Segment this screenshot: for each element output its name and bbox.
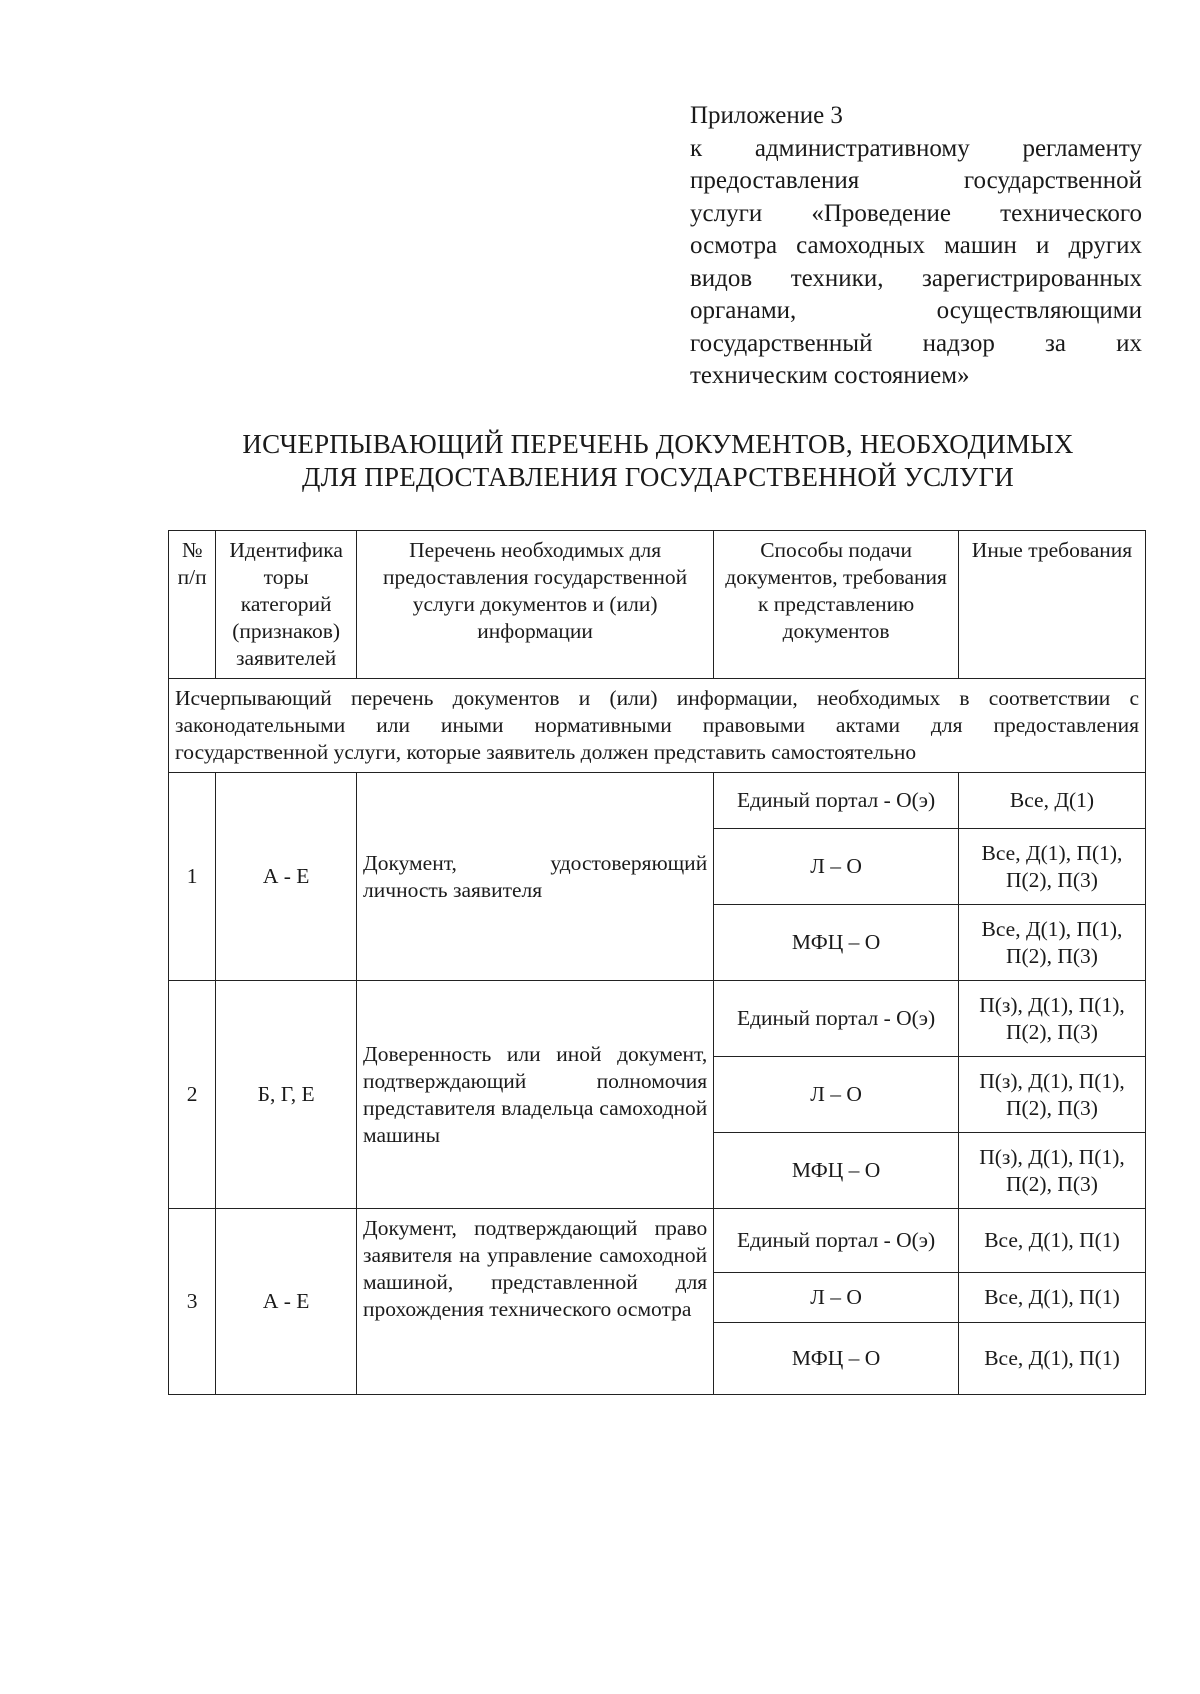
table-row — [169, 981, 1146, 1057]
annex-line: видов техники, зарегистрированных — [690, 264, 1142, 292]
row-way: Единый портал - О(э) — [714, 981, 959, 1057]
annex-line: предоставления государственной — [690, 167, 1142, 194]
row-way: Л – О — [714, 829, 959, 905]
row-document: Документ, удостоверяющий личность заявителя — [357, 773, 714, 981]
row-other: Все, Д(1) — [958, 773, 1145, 829]
row-other: Все, Д(1), П(1) — [958, 1323, 1145, 1395]
table-row — [169, 773, 1146, 829]
header-identifiers: Идентифика торы категорий (признаков) заявителей — [216, 531, 357, 679]
row-way: МФЦ – О — [714, 1133, 959, 1209]
table-row — [169, 1209, 1146, 1273]
section-line: Исчерпывающий перечень документов и (или) информации, необходимых в соответствии с — [175, 686, 1139, 710]
row-other: П(з), Д(1), П(1), П(2), П(3) — [958, 981, 1145, 1057]
row-identifiers: А - Е — [216, 1209, 357, 1395]
row-identifiers: Б, Г, Е — [216, 981, 357, 1209]
annex-heading: Приложение 3 — [690, 102, 843, 129]
annex-line: государственный надзор за их — [690, 329, 1142, 357]
row-other: П(з), Д(1), П(1), П(2), П(3) — [958, 1133, 1145, 1209]
row-way: МФЦ – О — [714, 1323, 959, 1395]
row-num: 1 — [169, 773, 216, 981]
section-line: государственной услуги, которые заявитель должен представить самостоятельно — [175, 740, 917, 764]
row-other: П(з), Д(1), П(1), П(2), П(3) — [958, 1057, 1145, 1133]
row-other: Все, Д(1), П(1), П(2), П(3) — [958, 905, 1145, 981]
title-line-2: ДЛЯ ПРЕДОСТАВЛЕНИЯ ГОСУДАРСТВЕННОЙ УСЛУГИ — [302, 462, 1014, 492]
annex-line: к административному регламенту — [690, 134, 1142, 162]
row-document: Доверенность или иной документ, подтверждающий полномочия представителя владельца самоходной машины — [357, 981, 714, 1209]
row-way: Единый портал - О(э) — [714, 773, 959, 829]
row-document: Документ, подтверждающий право заявителя на управление самоходной машиной, представленной для прохождения технического осмотра — [357, 1209, 714, 1395]
row-way: Единый портал - О(э) — [714, 1209, 959, 1273]
header-ways: Способы подачи документов, требования к представлению документов — [714, 531, 959, 679]
document-title — [168, 428, 1148, 494]
annex-line: органами, осуществляющими — [690, 297, 1142, 324]
row-identifiers: А - Е — [216, 773, 357, 981]
row-num: 2 — [169, 981, 216, 1209]
section-cell — [169, 679, 1146, 773]
header-other: Иные требования — [958, 531, 1145, 679]
annex-line: техническим состоянием» — [690, 362, 970, 389]
section-row — [169, 679, 1146, 773]
header-num: № п/п — [169, 531, 216, 679]
row-way: МФЦ – О — [714, 905, 959, 981]
row-other: Все, Д(1), П(1) — [958, 1209, 1145, 1273]
annex-line: осмотра самоходных машин и других — [690, 232, 1142, 259]
annex-block — [690, 100, 1142, 393]
row-way: Л – О — [714, 1273, 959, 1323]
section-line: законодательными или иными нормативными правовыми актами для предоставления — [175, 713, 1139, 737]
title-line-1: ИСЧЕРПЫВАЮЩИЙ ПЕРЕЧЕНЬ ДОКУМЕНТОВ, НЕОБХОДИМЫХ — [242, 429, 1074, 459]
documents-table — [168, 530, 1146, 1395]
annex-line: услуги «Проведение технического — [690, 199, 1142, 227]
row-num: 3 — [169, 1209, 216, 1395]
header-list: Перечень необходимых для предоставления государственной услуги документов и (или) информации — [357, 531, 714, 679]
row-other: Все, Д(1), П(1) — [958, 1273, 1145, 1323]
table-header-row — [169, 531, 1146, 679]
row-way: Л – О — [714, 1057, 959, 1133]
row-other: Все, Д(1), П(1), П(2), П(3) — [958, 829, 1145, 905]
